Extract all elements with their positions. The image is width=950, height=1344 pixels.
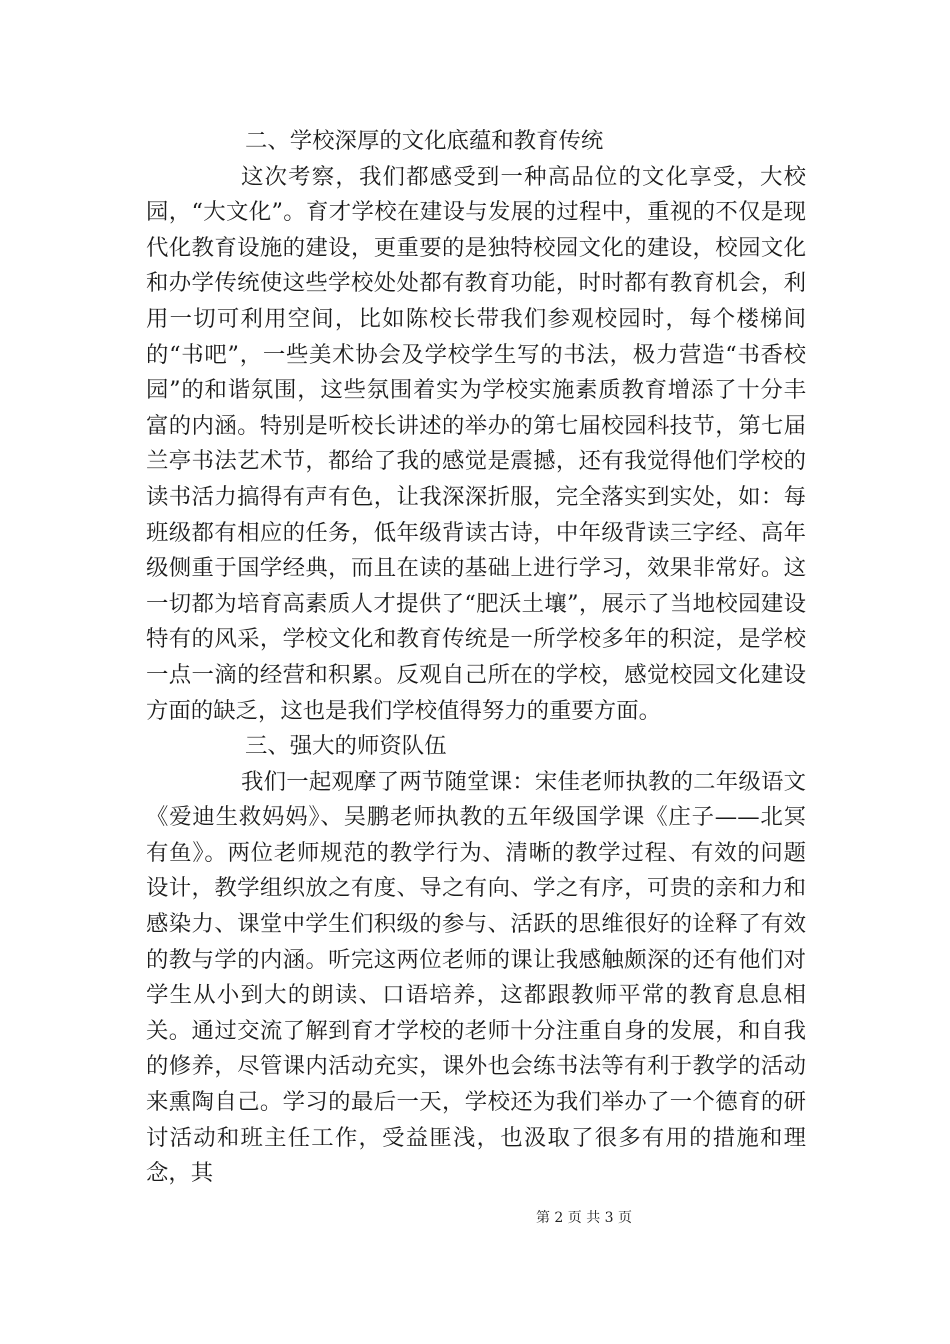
page-number-label: 第 2 页 共 3 页 xyxy=(535,1210,633,1226)
section-3-paragraph: 我们一起观摩了两节随堂课：宋佳老师执教的二年级语文《爱迪生救妈妈》、吴鹏老师执教的五年级国学课《庄子——北冥有鱼》。两位老师规范的教学行为、清晰的教学过程、有效的问题设计，教学组织放之有度、导之有向、学之有序，可贵的亲和力和感染力、课堂中学生们积级的参与、活跃的思维很好的诠释了有效的教与学的内涵。听完这两位老师的课让我感触颇深的还有他们对学生从小到大的朗读、口语培养，这都跟教师平常的教育息息相关。通过交流了解到育才学校的老师十分注重自身的发展，和自我的修养，尽管课内活动充实，课外也会练书法等有利于教学的活动来熏陶自己。学习的最后一天，学校还为我们举办了一个德育的研讨活动和班主任工作，受益匪浅，也汲取了很多有用的措施和理念，其 xyxy=(146,768,806,1187)
section-2-heading: 二、学校深厚的文化底蕴和教育传统 xyxy=(245,128,604,154)
section-2-paragraph: 这次考察，我们都感受到一种高品位的文化享受，大校园，“大文化”。育才学校在建设与发展的过程中，重视的不仅是现代化教育设施的建设，更重要的是独特校园文化的建设，校园文化和办学传统使这些学校处处都有教育功能，时时都有教育机会，利用一切可利用空间，比如陈校长带我们参观校园时，每个楼梯间的“书吧”，一些美术协会及学校学生写的书法，极力营造“书香校园”的和谐氛围，这些氛围着实为学校实施素质教育增添了十分丰富的内涵。特别是听校长讲述的举办的第七届校园科技节，第七届兰亭书法艺术节，都给了我的感觉是震撼，还有我觉得他们学校的读书活力搞得有声有色，让我深深折服，完全落实到实处，如：每班级都有相应的任务，低年级背读古诗，中年级背读三字经、高年级侧重于国学经典，而且在读的基础上进行学习，效果非常好。这一切都为培育高素质人才提供了“肥沃土壤”，展示了当地校园建设特有的风采，学校文化和教育传统是一所学校多年的积淀，是学校一点一滴的经营和积累。反观自己所在的学校，感觉校园文化建设方面的缺乏，这也是我们学校值得努力的重要方面。 xyxy=(146,163,806,724)
section-3-heading: 三、强大的师资队伍 xyxy=(245,733,447,760)
page-footer xyxy=(0,1207,950,1227)
document-body xyxy=(146,124,806,1192)
